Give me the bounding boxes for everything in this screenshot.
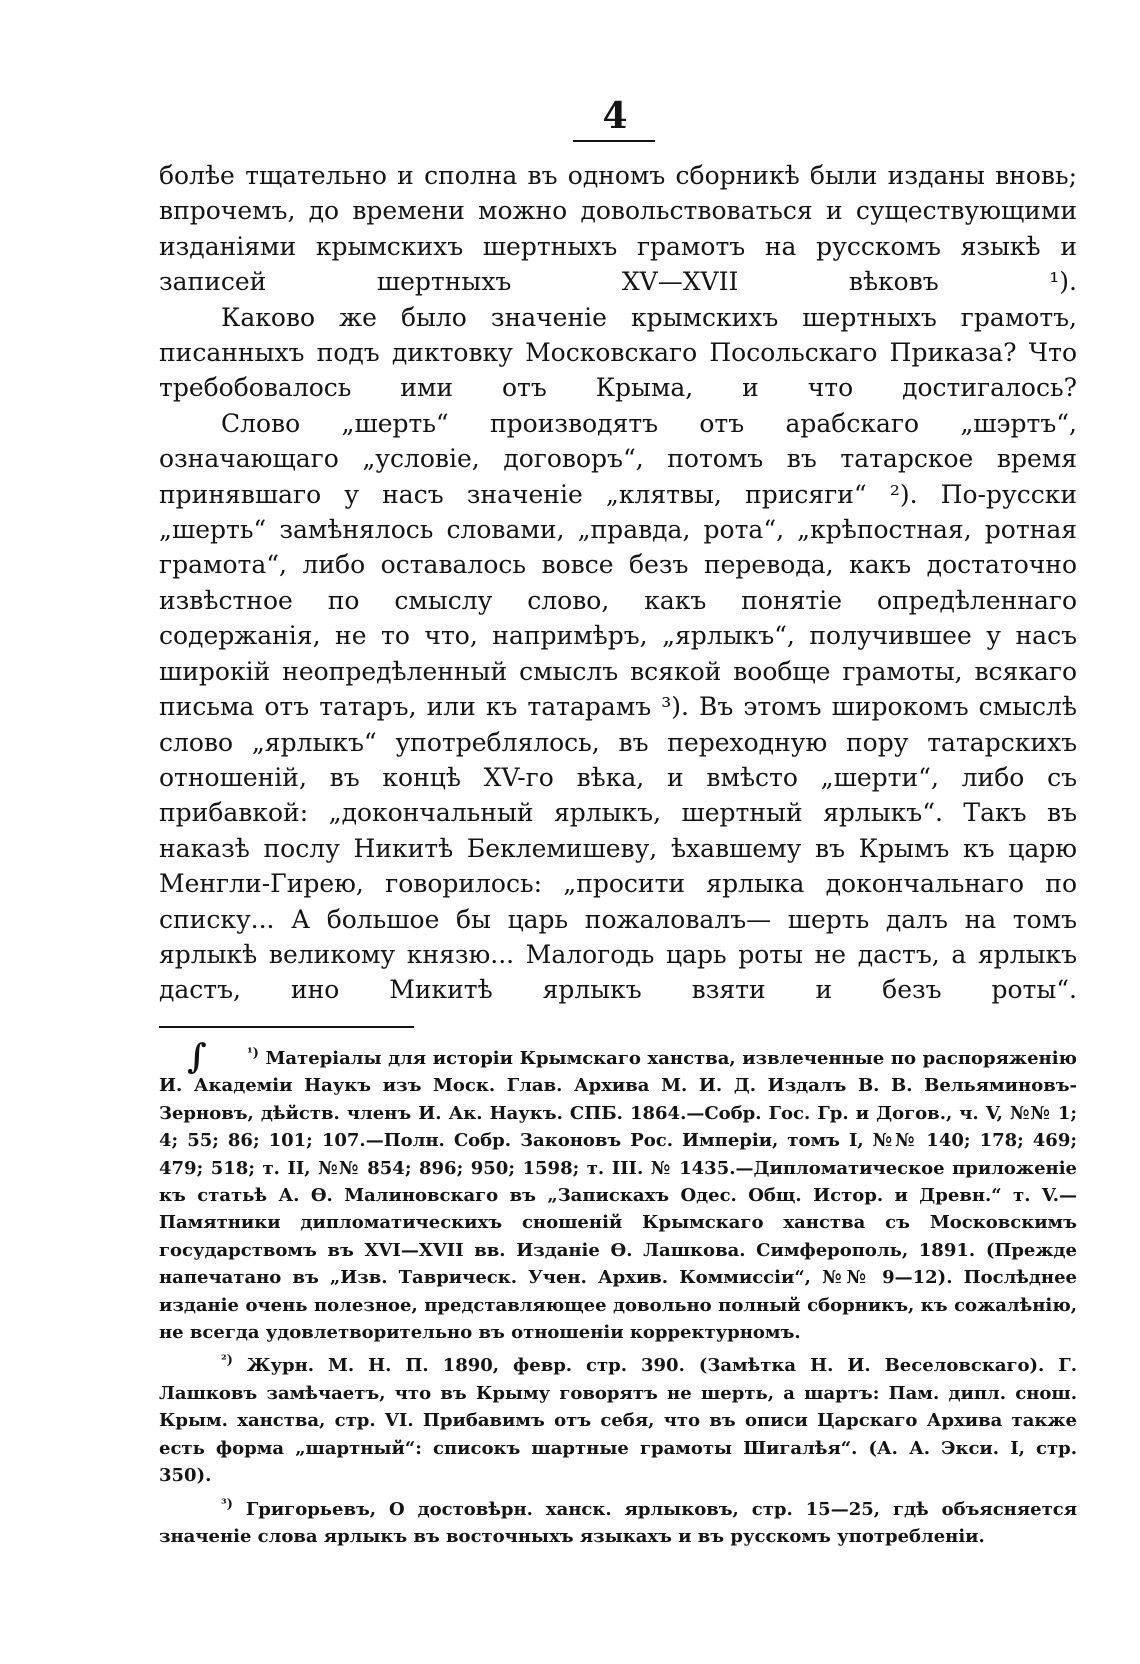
footnote-1 <box>159 1045 1077 1346</box>
footnote-2 <box>159 1352 1077 1489</box>
footnote-3 <box>159 1496 1077 1551</box>
footnotes <box>159 1045 1077 1556</box>
footnote-marker: ¹) <box>247 1046 259 1061</box>
footnote-marker: ²) <box>221 1353 233 1369</box>
paragraph-2: Каково же было значенiе крымскихъ шертныхъ грамотъ, писанныхъ подъ диктовку Московскаго Посольскаго Приказа? Что требобовалось ими отъ Крыма, и что достигалось? <box>159 302 1077 403</box>
main-text <box>159 158 1077 1008</box>
paragraph-3: Слово „шерть“ производятъ отъ арабскаго „шэртъ“, означающаго „условiе, договоръ“, потомъ въ татарское время принявшаго у насъ значенiе „клятвы, присяги“ ²). По-русски „шерть“ замѣнялось словами, „правда, рота“, „крѣпостная, ротная грамота“, либо оставалось вовсе безъ перевода, какъ достаточно извѣстное по смыслу слово, какъ понятiе опредѣленнаго содержанiя, не то что, напримѣръ, „ярлыкъ“, получившее у насъ широкiй неопредѣленный смыслъ всякой вообще грамоты, всякаго письма отъ татаръ, или къ татарамъ ³). Въ этомъ широкомъ смыслѣ слово „ярлыкъ“ употреблялось, въ переходную пору татарскихъ отношенiй, въ концѣ XV-го вѣка, и вмѣсто „шерти“, либо съ прибавкой: „докончальный ярлыкъ, шертный ярлыкъ“. Такъ въ наказѣ послу Никитѣ Беклемишеву, ѣхавшему въ Крымъ къ царю Менгли-Гирею, говорилось: „просити ярлыка докончальнаго по списку... А большое бы царь пожаловалъ— шерть далъ на томъ ярлыкѣ великому князю... Малогодь царь роты не дастъ, а ярлыкъ дастъ, ино Микитѣ ярлыкъ взяти и безъ роты“. <box>159 408 1077 1005</box>
footnote-bracket-mark: ∫ <box>187 1037 207 1077</box>
footnote-rule <box>159 1026 414 1028</box>
paragraph-1: болѣе тщательно и сполна въ одномъ сборникѣ были изданы вновь; впрочемъ, до времени можно довольствоваться и существующими изданiями крымскихъ шертныхъ грамотъ на русскомъ языкѣ и записей шертныхъ XV—XVII вѣковъ ¹). <box>159 161 1077 297</box>
footnote-text: Матерiалы для исторiи Крымскаго ханства, извлеченные по распоряженiю И. Академiи Наукъ изъ Моск. Глав. Архива М. И. Д. Издалъ В. В. Вельяминовъ-Зерновъ, дѣйств. членъ И. Ак. Наукъ. СПБ. 1864.—Собр. Гос. Гр. и Догов., ч. V, №№ 1; 4; 55; 86; 101; 107.—Полн. Собр. Законовъ Рос. Имперiи, томъ I, №№ 140; 178; 469; 479; 518; т. II, №№ 854; 896; 950; 1598; т. III. № 1435.—Дипломатическое приложенiе къ статьѣ А. Ѳ. Малиновскаго въ „Запискахъ Одес. Общ. Истор. и Древн.“ т. V.—Памятники дипломатическихъ сношенiй Крымскаго ханства съ Московскимъ государствомъ въ XVI—XVII вв. Изданiе Ѳ. Лашкова. Симферополь, 1891. (Прежде напечатано въ „Изв. Таврическ. Учен. Архив. Коммиссiи“, №№ 9—12). Послѣднее изданiе очень полезное, представляющее довольно полный сборникъ, къ сожалѣнiю, не всегда удовлетворительно въ отношенiи корректурномъ. <box>159 1048 1077 1344</box>
page-number: 4 <box>602 95 628 137</box>
page-number-rule <box>573 140 655 142</box>
footnote-text: Григорьевъ, О достовѣрн. ханск. ярлыковъ, стр. 15—25, гдѣ объясняется значенiе слова ярлыкъ въ восточныхъ языкахъ и въ русскомъ употребленiи. <box>159 1498 1077 1547</box>
footnote-text: Журн. М. Н. П. 1890, февр. стр. 390. (Замѣтка Н. И. Веселовскаго). Г. Лашковъ замѣчаетъ, что въ Крыму говорятъ не шерть, а шартъ: Пам. дипл. снош. Крым. ханства, стр. VI. Прибавимъ отъ себя, что въ описи Царскаго Архива также есть форма „шартный“: списокъ шартные грамоты Шигалѣя“. (А. А. Экси. I, стр. 350). <box>159 1355 1077 1487</box>
footnote-marker: ³) <box>221 1496 233 1512</box>
